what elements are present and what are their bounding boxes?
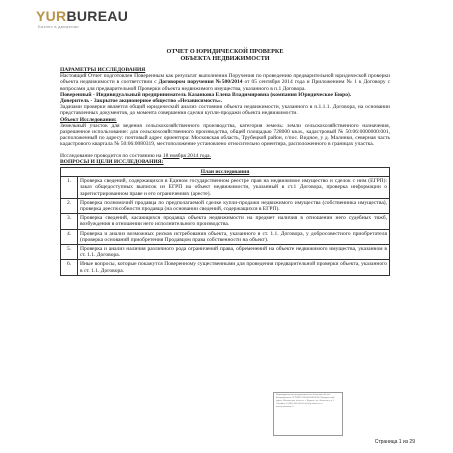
plan-row: 1. Проверка сведений, содержащихся в Едином государственном реестре прав на недвижимое имущество и сделок с ним (ЕГРП): заказ общедоступных выписок из ЕГРП на объект недвижимости, указанный в ст.1 Договора, проверка информации о зарегистрированном праве и его ограничениях (аресте).	[61, 177, 390, 199]
params-heading: ПАРАМЕТРЫ ИССЛЕДОВАНИЯ	[60, 67, 146, 73]
contract-reference: Договором поручения №500/2014	[158, 79, 243, 86]
questions-heading: ВОПРОСЫ И ЦЕЛИ ИССЛЕДОВАНИЯ:	[60, 158, 164, 165]
company-logo	[36, 9, 128, 29]
plan-row: 4. Проверка и анализ возможных рисков истребования объекта, указанного в ст. 1.1. Договора, у добросовестного приобретателя (проверка оснований приобретения Продавцом права собственности на объект).	[61, 229, 390, 244]
intro-paragraph: Настоящий Отчет подготовлен Поверенным как результат выполнения Поручения по проведению предварительной юридической проверки объекта недвижимости в соответствии с Договором поручения №500/2014 от 05 сентября 2014 года и Приложением № 1 к Договору с вопросами для предварительной Проверки объекта недвижимого имущества, указанного в п.1 Договора.	[60, 73, 391, 92]
plan-row: 3. Проверка сведений, касающихся продавца объекта недвижимости на предмет наличия в отношении него судебных тяжб, возбуждения в отношении него исполнительного производства.	[61, 214, 390, 229]
object-paragraph: Земельный участок для ведения сельскохозяйственного производства, категория земель: земли сельскохозяйственного назначения, разрешенное использование: для сельскохозяйственного производства, общей площадью 728000 кв.м., кадастровый № 50:06:0000000:001, расположенный по адресу: почтовый адрес ориентира: Московская область, Трубецкой район, с/пос. Видное, у д. Малинки, северная часть кадастрового квартала № 50:06:0080319, местоположение установлено относительно ориентира, расположенного в границах участка.	[60, 122, 390, 148]
logo-slogan: Бизнес в движении	[38, 24, 79, 29]
company-stamp: Индивидуальный предприниматель Казанкова Елена Владимировна ОГРНИП 314500000000000 Юридический адрес: Московская область, г. Видное, ул. Школьная, д. 1 Телефон: 8 (495) 000-00-00 info@yurbureau.ru www.yurbureau.ru	[273, 392, 343, 436]
document-body	[60, 48, 390, 276]
task-paragraph: Задачами проверки является общий юридический анализ состояния объекта недвижимости, указанного в п.1.1.1. Договора, на основании представленных документов, до момента совершения сделки купли-продажи объекта недвижимости.	[60, 104, 390, 117]
object-heading: Объект Исследования:	[60, 116, 117, 123]
page-number: Страница 1 из 29	[374, 439, 415, 445]
attorney-line: Поверенный - Индивидуальный предприниматель Казанкова Елена Владимировна (компания Юридическое Бюро).	[60, 91, 352, 98]
study-date: 18 ноября 2014 года.	[162, 152, 211, 159]
date-line: Исследование проводится по состоянию на 18 ноября 2014 года.	[60, 152, 211, 159]
plan-row: 2. Проверка полномочий продавца по предполагаемой сделке купли-продажи недвижимого имущества (собственника имущества), проверка дееспособности продавца (на основании сведений, содержащихся в ЕГРП).	[61, 198, 390, 213]
principal-line: Доверитель - Закрытое акционерное общество «Независимость».	[60, 98, 223, 105]
logo-wordmark: YURBUREAU	[36, 8, 129, 24]
research-plan-table	[60, 167, 390, 276]
plan-table-header: План исследования	[61, 168, 390, 177]
plan-row: 5. Проверка и анализ наличия различного рода ограничений права, обременений на объекте недвижимого имущества, указанном в ст. 1.1. Договора.	[61, 245, 390, 260]
report-title-line2: ОБЪЕКТА НЕДВИЖИМОСТИ	[180, 55, 270, 62]
report-title-line1: ОТЧЕТ О ЮРИДИЧЕСКОЙ ПРОВЕРКЕ	[166, 48, 284, 55]
plan-row: 6. Иные вопросы, которые покажутся Поверенному существенными для проведения предварительной проверки объекта, указанного в ст. 1.1. Договора.	[61, 260, 390, 275]
